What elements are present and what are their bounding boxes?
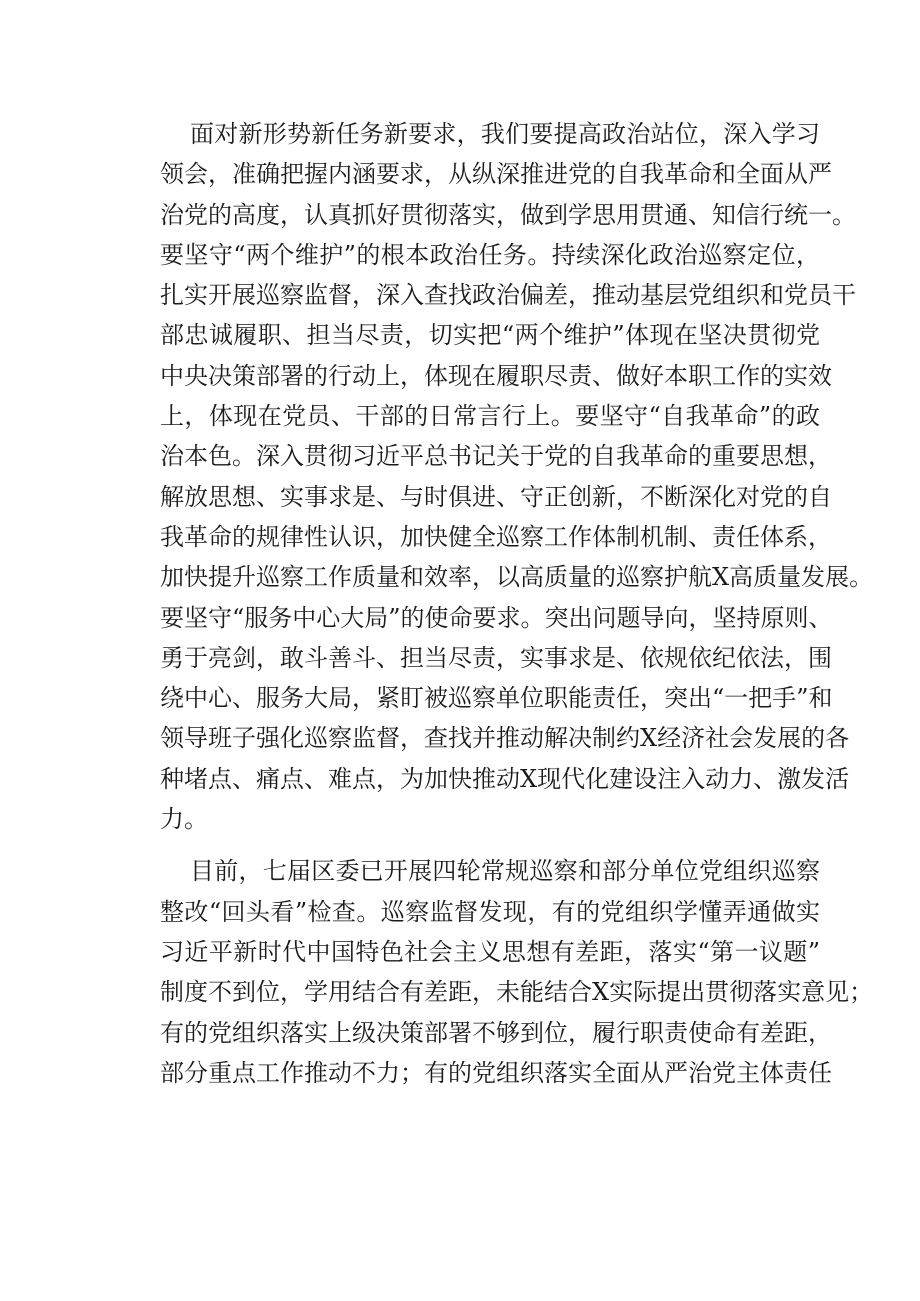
text-line: 领导班子强化巡察监督，查找并推动解决制约X经济社会发展的各	[160, 724, 850, 753]
text-line: 解放思想、实事求是、与时俱进、守正创新，不断深化对党的自	[160, 482, 832, 511]
text-line: 领会，准确把握内涵要求，从纵深推进党的自我革命和全面从严	[160, 160, 832, 189]
text-line: 扎实开展巡察监督，深入查找政治偏差，推动基层党组织和党员干	[160, 281, 856, 310]
text-line: 绕中心、服务大局，紧盯被巡察单位职能责任，突出“一把手”和	[160, 684, 833, 713]
text-line: 整改“回头看”检查。巡察监督发现，有的党组织学懂弄通做实	[160, 897, 820, 926]
paragraph-2	[160, 851, 874, 1093]
text-line: 我革命的规律性认识，加快健全巡察工作体制机制、责任体系，	[160, 522, 832, 551]
text-line: 目前，七届区委已开展四轮常规巡察和部分单位党组织巡察	[190, 857, 820, 886]
text-line: 制度不到位，学用结合有差距，未能结合X实际提出贯彻落实意见；	[160, 978, 874, 1007]
text-line: 力。	[160, 805, 208, 834]
text-line: 习近平新时代中国特色社会主义思想有差距，落实“第一议题”	[160, 937, 820, 966]
text-line: 治党的高度，认真抓好贯彻落实，做到学思用贯通、知信行统一。	[160, 200, 856, 229]
text-line: 要坚守“服务中心大局”的使命要求。突出问题导向，坚持原则、	[160, 603, 833, 632]
text-line: 上，体现在党员、干部的日常言行上。要坚守“自我革命”的政	[160, 402, 820, 431]
text-line: 勇于亮剑，敢斗善斗、担当尽责，实事求是、依规依纪依法，围	[160, 643, 832, 672]
text-line: 加快提升巡察工作质量和效率，以高质量的巡察护航X高质量发展。	[160, 563, 874, 592]
text-line: 面对新形势新任务新要求，我们要提高政治站位，深入学习	[190, 120, 820, 148]
text-line: 要坚守“两个维护”的根本政治任务。持续深化政治巡察定位，	[160, 240, 820, 269]
text-line: 治本色。深入贯彻习近平总书记关于党的自我革命的重要思想，	[160, 442, 832, 471]
text-line: 部忠诚履职、担当尽责，切实把“两个维护”体现在坚决贯彻党	[160, 321, 820, 350]
paragraph-1	[160, 114, 874, 839]
text-line: 种堵点、痛点、难点，为加快推动X现代化建设注入动力、激发活	[160, 764, 850, 793]
text-line: 部分重点工作推动不力；有的党组织落实全面从严治党主体责任	[160, 1058, 832, 1087]
text-line: 中央决策部署的行动上，体现在履职尽责、做好本职工作的实效	[160, 361, 832, 390]
text-line: 有的党组织落实上级决策部署不够到位，履行职责使命有差距，	[160, 1018, 832, 1047]
body-text	[160, 114, 874, 1093]
